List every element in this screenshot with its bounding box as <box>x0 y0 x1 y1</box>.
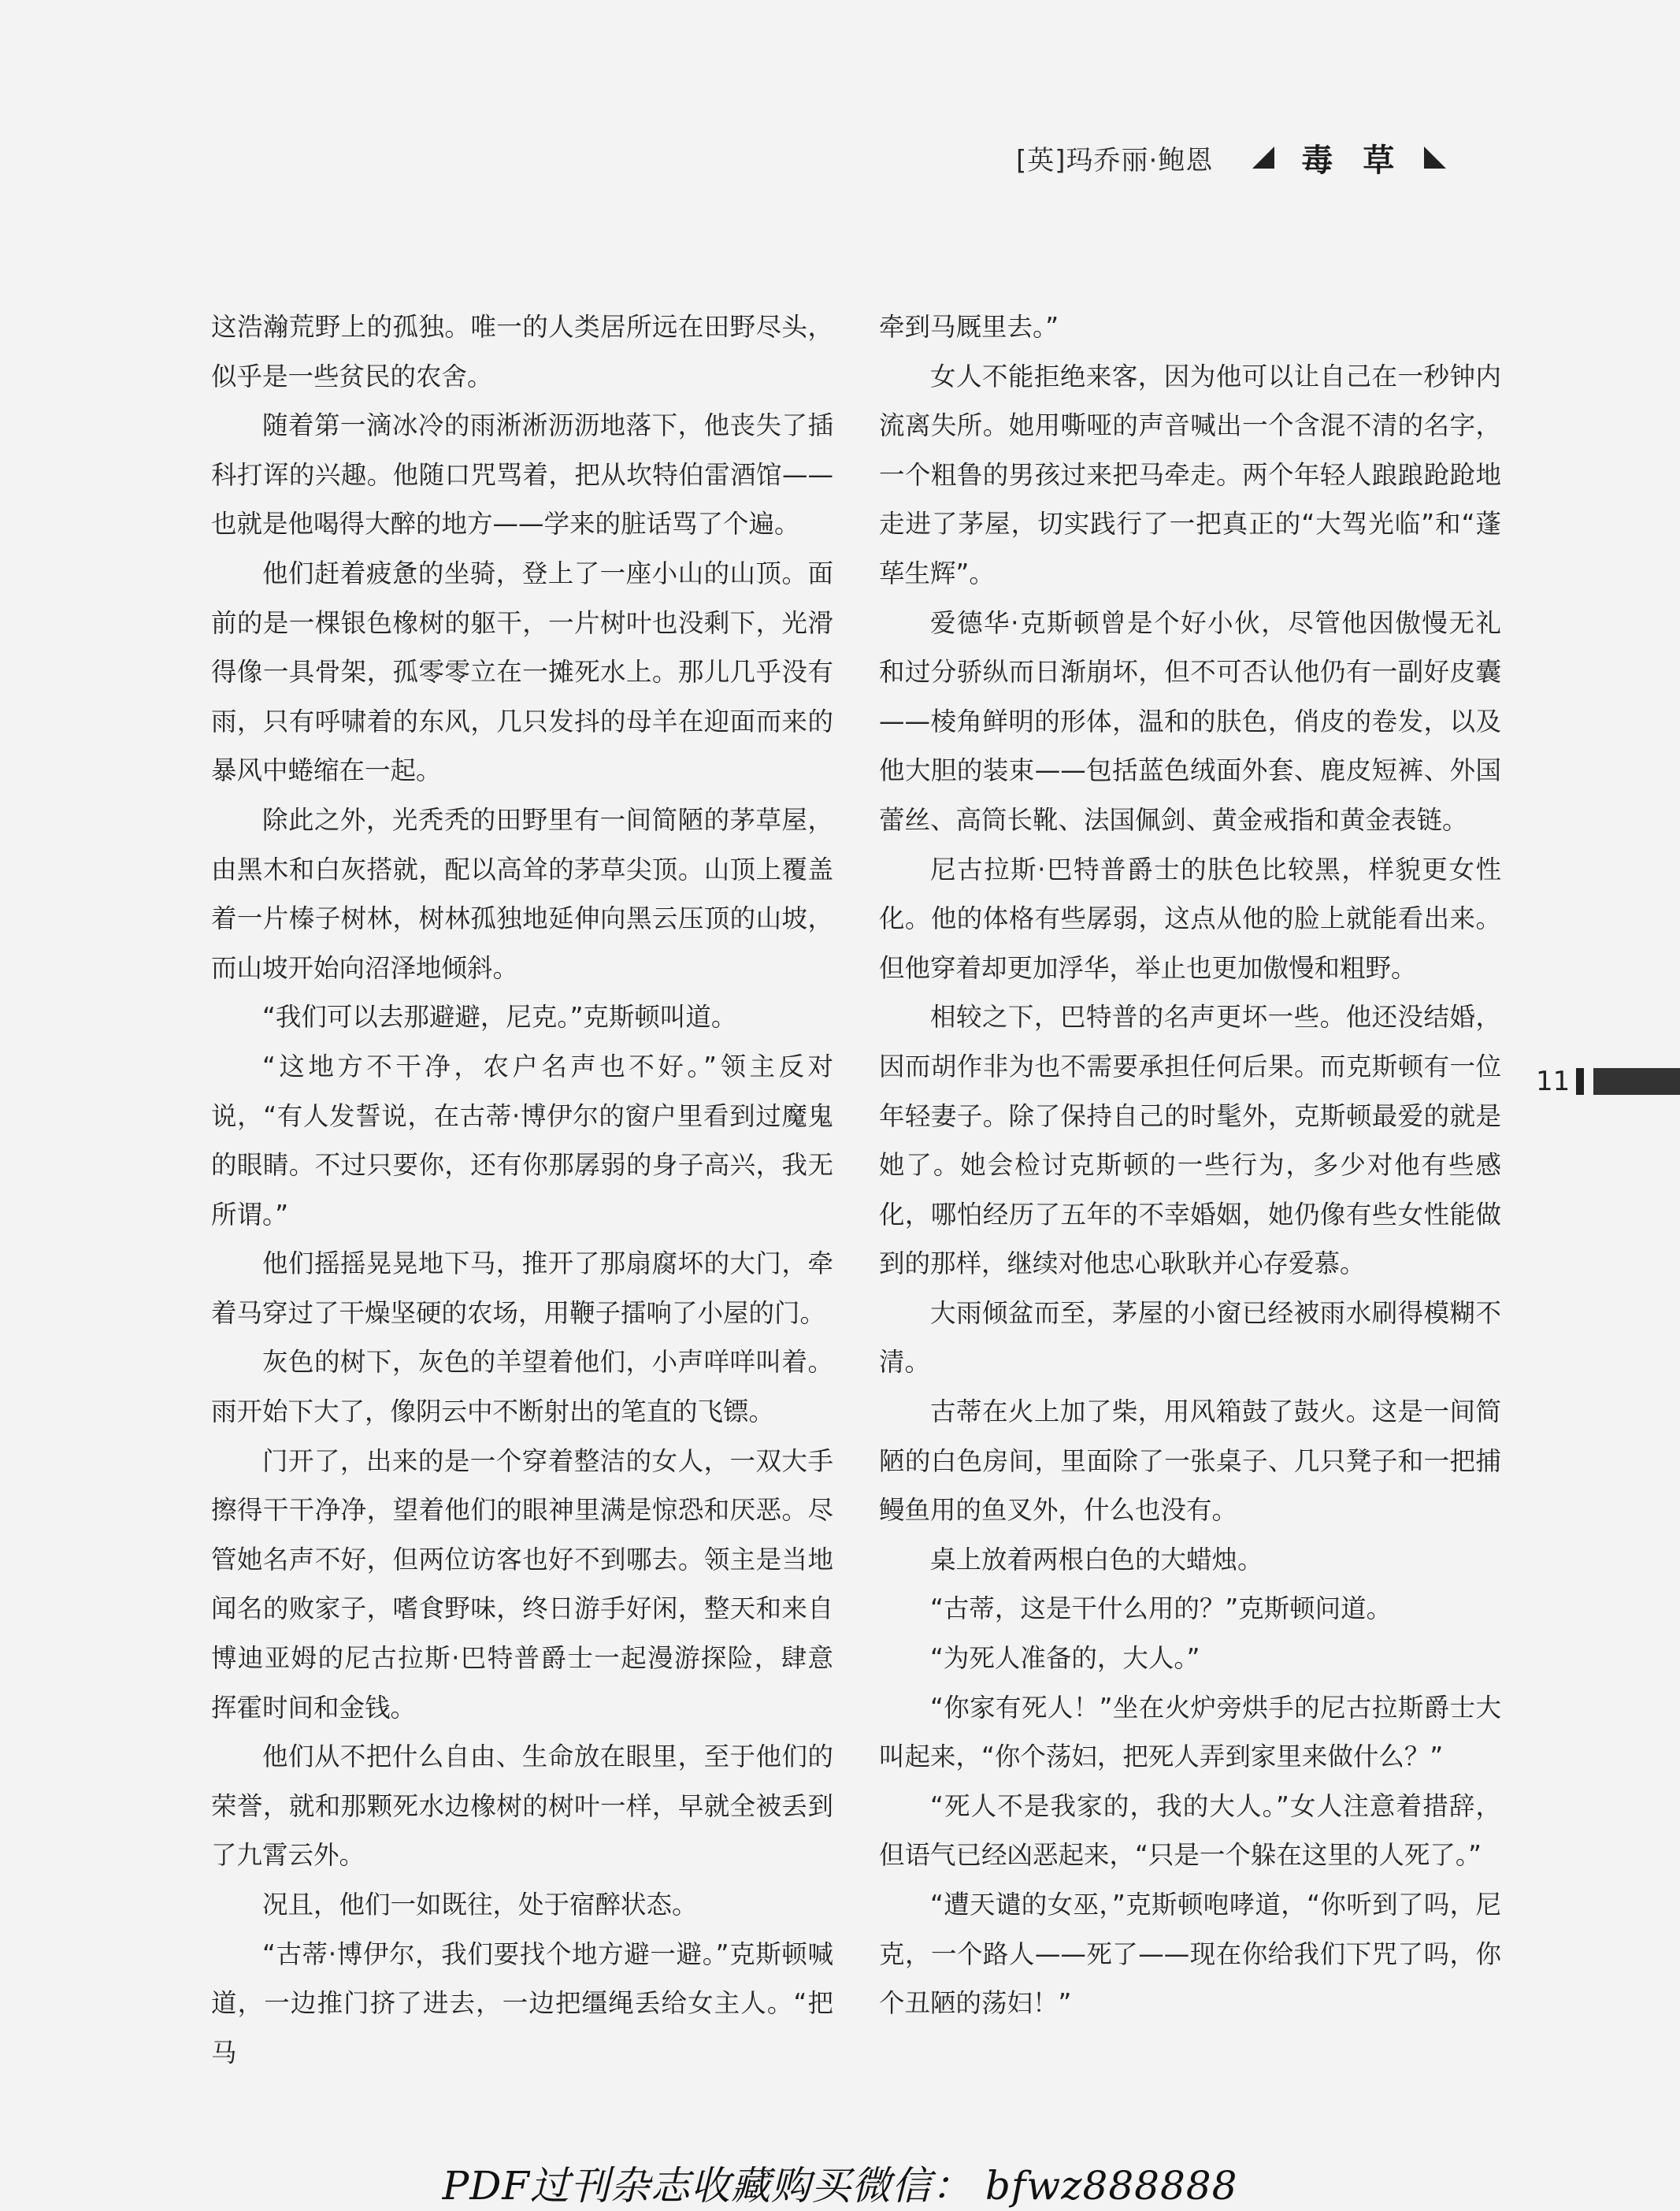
paragraph: 灰色的树下，灰色的羊望着他们，小声咩咩叫着。雨开始下大了，像阴云中不断射出的笔直的飞镖。 <box>211 1347 833 1427</box>
right-text-column <box>879 302 1501 2028</box>
paragraph: 况且，他们一如既往，处于宿醉状态。 <box>262 1890 698 1920</box>
paragraph: 除此之外，光秃秃的田野里有一间简陋的茅草屋，由黑木和白灰搭就，配以高耸的茅草尖顶。山顶上覆盖着一片榛子树林，树林孤独地延伸向黑云压顶的山坡，而山坡开始向沼泽地倾斜。 <box>211 804 833 983</box>
paragraph: 古蒂在火上加了柴，用风箱鼓了鼓火。这是一间简陋的白色房间，里面除了一张桌子、几只凳子和一把捕鳗鱼用的鱼叉外，什么也没有。 <box>879 1397 1501 1526</box>
paragraph: 桌上放着两根白色的大蜡烛。 <box>930 1544 1263 1575</box>
page-marker-thin-bar <box>1576 1068 1584 1095</box>
paragraph: “古蒂·博伊尔，我们要找个地方避一避。”克斯顿喊道，一边推门挤了进去，一边把缰绳丢给女主人。“把马 <box>211 1938 833 2068</box>
paragraph: “我们可以去那避避，尼克。”克斯顿叫道。 <box>262 1002 737 1033</box>
paragraph: 女人不能拒绝来客，因为他可以让自己在一秒钟内流离失所。她用嘶哑的声音喊出一个含混不清的名字，一个粗鲁的男孩过来把马牵走。两个年轻人踉踉跄跄地走进了茅屋，切实践行了一把真正的“大驾光临”和“蓬荜生辉”。 <box>879 361 1501 588</box>
story-title: 毒草 <box>1301 142 1425 179</box>
right-triangle-icon <box>1424 147 1446 169</box>
paragraph: 门开了，出来的是一个穿着整洁的女人，一双大手擦得干干净净，望着他们的眼神里满是惊恐和厌恶。尽管她名声不好，但两位访客也好不到哪去。领主是当地闻名的败家子，嗜食野味，终日游手好闲，整天和来自博迪亚姆的尼古拉斯·巴特普爵士一起漫游探险，肆意挥霍时间和金钱。 <box>211 1445 833 1723</box>
left-triangle-icon <box>1252 147 1274 169</box>
paragraph: 他们赶着疲惫的坐骑，登上了一座小山的山顶。面前的是一棵银色橡树的躯干，一片树叶也没剩下，光滑得像一具骨架，孤零零立在一摊死水上。那儿几乎没有雨，只有呼啸着的东风，几只发抖的母羊在迎面而来的暴风中蜷缩在一起。 <box>211 558 833 786</box>
page-number-marker <box>1536 1066 1680 1097</box>
paragraph: 这浩瀚荒野上的孤独。唯一的人类居所远在田野尽头，似乎是一些贫民的农舍。 <box>211 312 833 391</box>
running-header <box>1016 134 1489 181</box>
left-text-column <box>211 302 833 2077</box>
paragraph: 尼古拉斯·巴特普爵士的肤色比较黑，样貌更女性化。他的体格有些孱弱，这点从他的脸上就能看出来。但他穿着却更加浮华，举止也更加傲慢和粗野。 <box>879 854 1501 983</box>
paragraph: 大雨倾盆而至，茅屋的小窗已经被雨水刷得模糊不清。 <box>879 1297 1501 1378</box>
paragraph: “古蒂，这是干什么用的？”克斯顿问道。 <box>930 1593 1393 1624</box>
paragraph: 爱德华·克斯顿曾是个好小伙，尽管他因傲慢无礼和过分骄纵而日渐崩坏，但不可否认他仍有一副好皮囊——棱角鲜明的形体，温和的肤色，俏皮的卷发，以及他大胆的装束——包括蓝色绒面外套、鹿皮短裤、外国蕾丝、高筒长靴、法国佩剑、黄金戒指和黄金表链。 <box>879 607 1501 835</box>
page-marker-thick-bar <box>1593 1068 1680 1095</box>
paragraph: 相较之下，巴特普的名声更坏一些。他还没结婚，因而胡作非为也不需要承担任何后果。而克斯顿有一位年轻妻子。除了保持自己的时髦外，克斯顿最爱的就是她了。她会检讨克斯顿的一些行为，多少对他有些感化，哪怕经历了五年的不幸婚姻，她仍像有些女性能做到的那样，继续对他忠心耿耿并心存爱慕。 <box>879 1002 1501 1279</box>
footer-watermark: PDF过刊杂志收藏购买微信： bfwz888888 <box>442 2163 1238 2209</box>
author-name: [英]玛乔丽·鲍恩 <box>1016 144 1214 176</box>
paragraph: 随着第一滴冰冷的雨淅淅沥沥地落下，他丧失了插科打诨的兴趣。他随口咒骂着，把从坎特伯雷酒馆——也就是他喝得大醉的地方——学来的脏话骂了个遍。 <box>211 410 833 540</box>
paragraph: “遭天谴的女巫，”克斯顿咆哮道，“你听到了吗，尼克，一个路人——死了——现在你给我们下咒了吗，你个丑陋的荡妇！” <box>879 1890 1501 2019</box>
paragraph: “死人不是我家的，我的大人。”女人注意着措辞，但语气已经凶恶起来，“只是一个躲在这里的人死了。” <box>879 1790 1501 1871</box>
paragraph: “为死人准备的，大人。” <box>930 1643 1200 1674</box>
paragraph: 他们摇摇晃晃地下马，推开了那扇腐坏的大门，牵着马穿过了干燥坚硬的农场，用鞭子擂响了小屋的门。 <box>211 1248 833 1328</box>
paragraph: 他们从不把什么自由、生命放在眼里，至于他们的荣誉，就和那颗死水边橡树的树叶一样，早就全被丢到了九霄云外。 <box>211 1742 833 1871</box>
page-number: 11 <box>1536 1066 1571 1097</box>
paragraph: 牵到马厩里去。” <box>879 312 1059 342</box>
paragraph: “这地方不干净，农户名声也不好。”领主反对说，“有人发誓说，在古蒂·博伊尔的窗户里看到过魔鬼的眼睛。不过只要你，还有你那孱弱的身子高兴，我无所谓。” <box>211 1051 833 1230</box>
paragraph: “你家有死人！”坐在火炉旁烘手的尼古拉斯爵士大叫起来，“你个荡妇，把死人弄到家里来做什么？” <box>879 1692 1501 1772</box>
